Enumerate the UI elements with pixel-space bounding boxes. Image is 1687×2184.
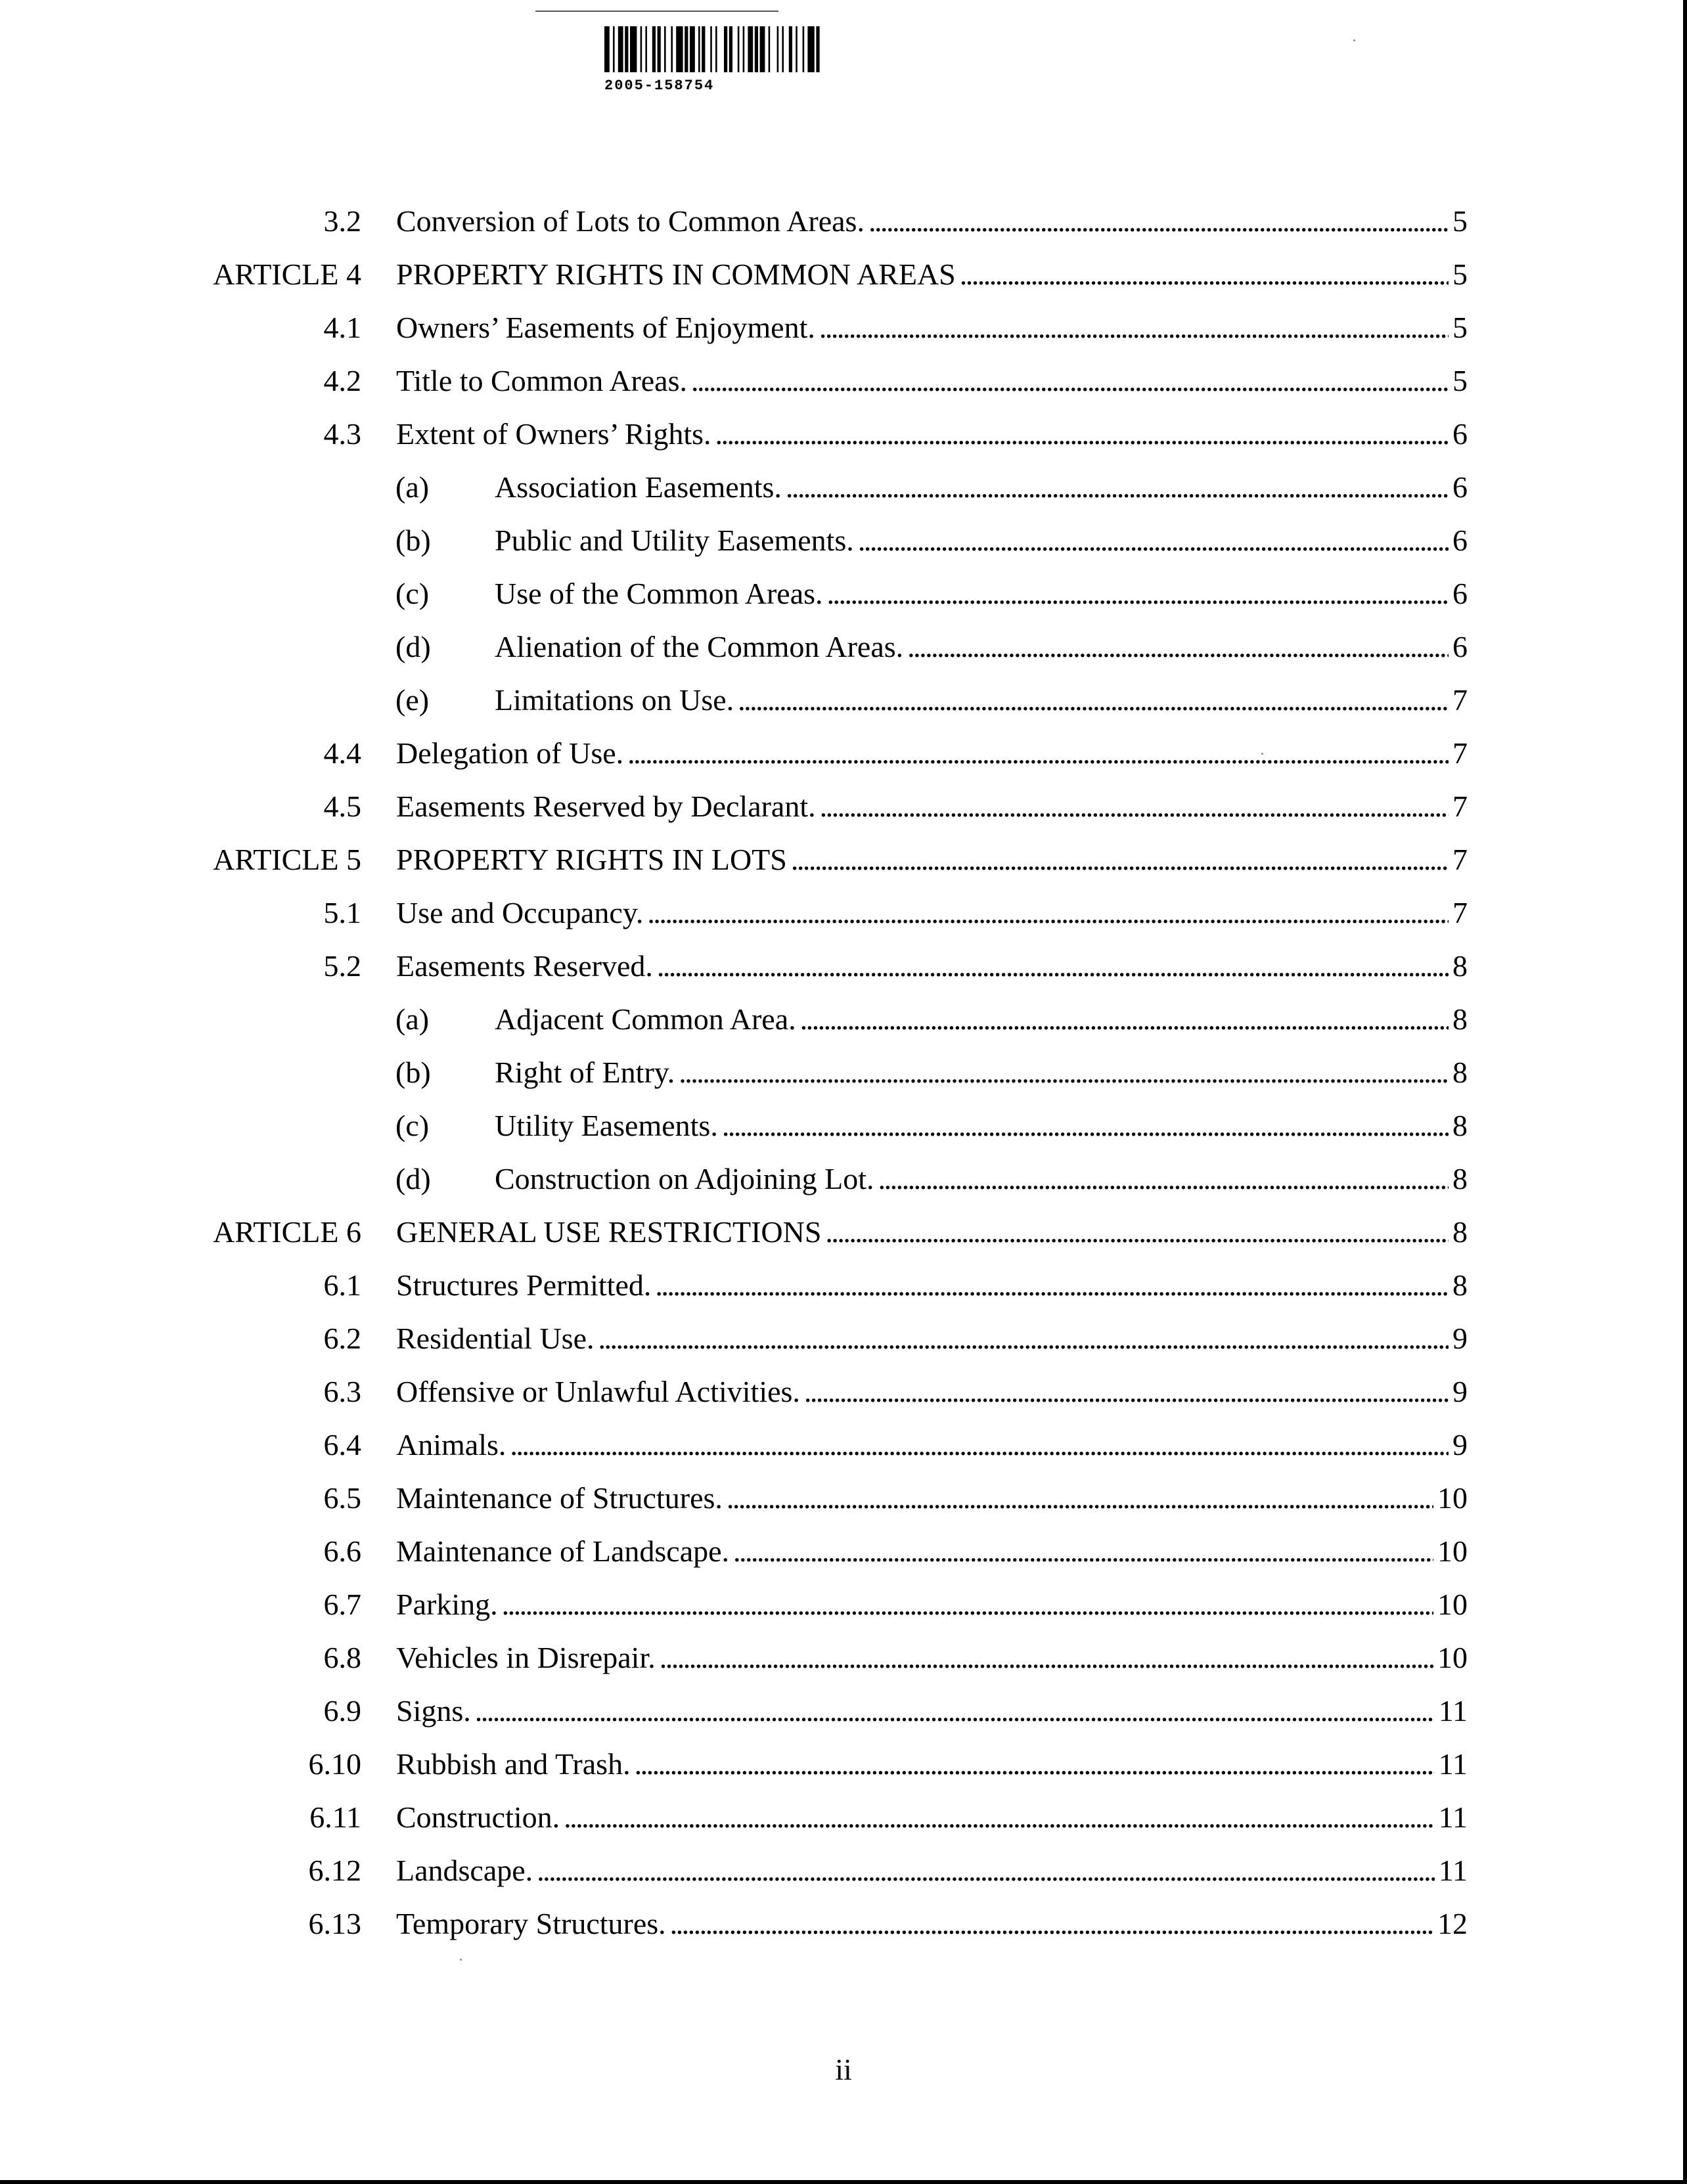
toc-entry-line [396, 1737, 1468, 1791]
scan-speck [1353, 39, 1355, 41]
toc-entry-title: Conversion of Lots to Common Areas. [396, 204, 865, 238]
dot-leader [733, 1525, 1433, 1578]
toc-entry-page: 6 [1452, 524, 1468, 557]
barcode-bar [676, 26, 683, 72]
dot-leader [907, 620, 1449, 673]
toc-entry-number: 6.9 [323, 1694, 361, 1727]
toc-entry-line [396, 1312, 1468, 1365]
toc-entry-line [495, 460, 1468, 514]
toc-entry-page: 8 [1452, 1162, 1468, 1195]
toc-entry-title: Construction. [396, 1800, 560, 1834]
toc-entry-line [396, 1631, 1468, 1684]
toc-entry-page: 8 [1452, 1002, 1468, 1036]
dot-leader [727, 1471, 1433, 1525]
toc-entry-page: 5 [1452, 364, 1468, 397]
toc-entry-line [396, 301, 1468, 354]
dot-leader [827, 567, 1449, 620]
dot-leader [820, 780, 1449, 833]
toc-section-row [0, 1418, 1687, 1471]
toc-entry-line [495, 567, 1468, 620]
toc-section-row [0, 726, 1687, 780]
dot-leader [647, 886, 1449, 939]
toc-entry-line [396, 833, 1468, 886]
toc-entry-number: (d) [395, 630, 431, 663]
toc-entry-number: (b) [395, 524, 431, 557]
barcode-bar [789, 26, 792, 72]
barcode-bar [664, 26, 666, 72]
toc-entry-line [396, 1471, 1468, 1525]
toc-entry-page: 7 [1452, 736, 1468, 770]
toc-entry-number: 5.2 [323, 949, 361, 983]
toc-entry-title: Public and Utility Easements. [495, 524, 854, 557]
toc-entry-title: GENERAL USE RESTRICTIONS [396, 1215, 822, 1249]
toc-entry-page: 5 [1452, 311, 1468, 344]
toc-section-row [0, 886, 1687, 939]
toc-section-row [0, 1737, 1687, 1791]
barcode-bar [645, 26, 647, 72]
dot-leader [475, 1684, 1435, 1737]
toc-entry-number: 6.7 [323, 1588, 361, 1621]
toc-entry-title: Owners’ Easements of Enjoyment. [396, 311, 815, 344]
toc-entry-title: Utility Easements. [495, 1109, 718, 1142]
toc-section-row [0, 354, 1687, 407]
barcode-bar [641, 26, 642, 72]
toc-entry-title: Use and Occupancy. [396, 896, 644, 929]
scan-artifact-rule [535, 11, 778, 12]
toc-entry-number: (c) [395, 577, 430, 610]
barcode-bar [618, 26, 623, 72]
toc-entry-title: Construction on Adjoining Lot. [495, 1162, 874, 1195]
toc-entry-page: 7 [1452, 683, 1468, 717]
barcode-bar [769, 26, 771, 72]
dot-leader [635, 1737, 1435, 1791]
toc-section-row [0, 1312, 1687, 1365]
dot-leader [660, 1631, 1433, 1684]
toc-subsection-row [0, 1152, 1687, 1205]
barcode-bar [748, 26, 753, 72]
barcode-bar [710, 26, 712, 72]
toc-entry-number: (e) [395, 683, 430, 717]
toc-entry-title: Maintenance of Structures. [396, 1481, 723, 1515]
toc-entry-number: ARTICLE 5 [213, 843, 361, 876]
toc-entry-page: 7 [1452, 896, 1468, 929]
scan-speck [1261, 753, 1263, 755]
toc-entry-title: Signs. [396, 1694, 471, 1727]
dot-leader [598, 1312, 1449, 1365]
barcode-bar [738, 26, 740, 72]
toc-entry-page: 6 [1452, 417, 1468, 451]
dot-leader [738, 673, 1449, 726]
toc-entry-line [495, 1152, 1468, 1205]
dot-leader [825, 1205, 1449, 1259]
toc-entry-number: 6.6 [323, 1534, 361, 1568]
toc-entry-line [396, 194, 1468, 248]
toc-article-row [0, 1205, 1687, 1259]
toc-section-row [0, 1578, 1687, 1631]
barcode-bar [702, 26, 705, 72]
toc-section-row [0, 1844, 1687, 1897]
barcode-bar [685, 26, 688, 72]
toc-entry-title: Residential Use. [396, 1322, 595, 1355]
toc-entry-title: PROPERTY RIGHTS IN COMMON AREAS [396, 257, 956, 291]
toc-entry-title: Offensive or Unlawful Activities. [396, 1375, 800, 1408]
toc-entry-line [495, 673, 1468, 726]
dot-leader [657, 939, 1449, 992]
toc-entry-title: Structures Permitted. [396, 1268, 652, 1302]
toc-entry-title: PROPERTY RIGHTS IN LOTS [396, 843, 787, 876]
barcode-bar [760, 26, 765, 72]
toc-entry-page: 8 [1452, 1268, 1468, 1302]
dot-leader [786, 460, 1449, 514]
toc-entry-page: 6 [1452, 630, 1468, 663]
toc-section-row [0, 1471, 1687, 1525]
dot-leader [655, 1259, 1449, 1312]
toc-entry-title: Alienation of the Common Areas. [495, 630, 904, 663]
barcode-bar [671, 26, 673, 72]
toc-entry-title: Limitations on Use. [495, 683, 734, 717]
toc-section-row [0, 780, 1687, 833]
toc-entry-number: 4.1 [323, 311, 361, 344]
toc-section-row [0, 1791, 1687, 1844]
toc-entry-number: 4.3 [323, 417, 361, 451]
scan-speck [460, 1959, 462, 1961]
toc-entry-title: Rubbish and Trash. [396, 1747, 631, 1781]
toc-entry-number: 6.13 [308, 1907, 361, 1940]
toc-entry-page: 9 [1452, 1322, 1468, 1355]
toc-entry-line [495, 620, 1468, 673]
toc-entry-line [396, 407, 1468, 460]
barcode-bar [777, 26, 779, 72]
dot-leader [627, 726, 1449, 780]
toc-entry-line [396, 780, 1468, 833]
toc-entry-page: 11 [1438, 1854, 1468, 1887]
toc-entry-title: Use of the Common Areas. [495, 577, 823, 610]
barcode-bar [807, 26, 814, 72]
toc-entry-number: (a) [395, 470, 430, 504]
barcode-bar [782, 26, 784, 72]
toc-entry-page: 10 [1437, 1481, 1468, 1515]
barcode-bar [796, 26, 798, 72]
barcode [604, 26, 900, 72]
toc-section-row [0, 1897, 1687, 1950]
toc-entry-title: Parking. [396, 1588, 498, 1621]
toc-entry-line [396, 1525, 1468, 1578]
toc-entry-number: (d) [395, 1162, 431, 1195]
toc-entry-number: 6.3 [323, 1375, 361, 1408]
page-number: ii [835, 2053, 852, 2086]
toc-entry-page: 9 [1452, 1375, 1468, 1408]
toc-entry-number: 6.8 [323, 1641, 361, 1674]
toc-entry-number: 5.1 [323, 896, 361, 929]
toc-entry-page: 11 [1438, 1747, 1468, 1781]
toc-subsection-row [0, 1099, 1687, 1152]
dot-leader [670, 1897, 1433, 1950]
toc-section-row [0, 1365, 1687, 1418]
toc-entry-title: Animals. [396, 1428, 506, 1461]
toc-subsection-row [0, 460, 1687, 514]
toc-entry-line [495, 1046, 1468, 1099]
barcode-bar [652, 26, 656, 72]
dot-leader [502, 1578, 1433, 1631]
barcode-bar [743, 26, 745, 72]
toc-entry-line [396, 1844, 1468, 1897]
toc-entry-title: Title to Common Areas. [396, 364, 687, 397]
toc-entry-page: 7 [1452, 790, 1468, 823]
barcode-bar [625, 26, 628, 72]
toc-entry-page: 10 [1437, 1534, 1468, 1568]
toc-entry-number: 3.2 [323, 204, 361, 238]
toc-entry-title: Landscape. [396, 1854, 533, 1887]
toc-entry-line [396, 354, 1468, 407]
toc-section-row [0, 1525, 1687, 1578]
toc-entry-number: 6.2 [323, 1322, 361, 1355]
barcode-number: 2005-158754 [604, 78, 715, 94]
toc-entry-number: ARTICLE 6 [213, 1215, 361, 1249]
toc-entry-number: (c) [395, 1109, 430, 1142]
toc-entry-page: 10 [1437, 1641, 1468, 1674]
toc-section-row [0, 301, 1687, 354]
barcode-bar [729, 26, 732, 72]
toc-entry-title: Vehicles in Disrepair. [396, 1641, 656, 1674]
toc-entry-page: 8 [1452, 949, 1468, 983]
toc-entry-line [396, 1259, 1468, 1312]
dot-leader [537, 1844, 1435, 1897]
toc-entry-line [396, 1578, 1468, 1631]
toc-subsection-row [0, 567, 1687, 620]
toc-subsection-row [0, 673, 1687, 726]
toc-entry-page: 7 [1452, 843, 1468, 876]
dot-leader [878, 1152, 1449, 1205]
toc-entry-line [396, 1418, 1468, 1471]
toc-entry-page: 11 [1438, 1694, 1468, 1727]
barcode-bar [724, 26, 727, 72]
toc-entry-page: 6 [1452, 470, 1468, 504]
barcode-bar [698, 26, 700, 72]
toc-entry-line [396, 1897, 1468, 1950]
dot-leader [564, 1791, 1435, 1844]
toc-entry-number: 6.12 [308, 1854, 361, 1887]
toc-entry-line [495, 1099, 1468, 1152]
toc-entry-page: 8 [1452, 1056, 1468, 1089]
dot-leader [804, 1365, 1449, 1418]
toc-entry-number: 6.1 [323, 1268, 361, 1302]
barcode-bar [715, 26, 717, 72]
toc-entry-line [396, 1684, 1468, 1737]
dot-leader [819, 301, 1449, 354]
toc-entry-number: (b) [395, 1056, 431, 1089]
table-of-contents [0, 194, 1687, 1950]
toc-entry-line [495, 514, 1468, 567]
toc-entry-number: 6.4 [323, 1428, 361, 1461]
dot-leader [679, 1046, 1449, 1099]
toc-entry-page: 9 [1452, 1428, 1468, 1461]
dot-leader [510, 1418, 1449, 1471]
toc-entry-line [396, 1791, 1468, 1844]
toc-entry-number: 4.4 [323, 736, 361, 770]
toc-section-row [0, 194, 1687, 248]
dot-leader [858, 514, 1449, 567]
toc-entry-number: 4.5 [323, 790, 361, 823]
barcode-bar [604, 26, 610, 72]
toc-entry-title: Extent of Owners’ Rights. [396, 417, 711, 451]
toc-entry-page: 10 [1437, 1588, 1468, 1621]
toc-entry-title: Maintenance of Landscape. [396, 1534, 730, 1568]
toc-entry-number: 6.5 [323, 1481, 361, 1515]
toc-entry-page: 11 [1438, 1800, 1468, 1834]
dot-leader [691, 354, 1449, 407]
toc-article-row [0, 248, 1687, 301]
dot-leader [715, 407, 1449, 460]
toc-entry-number: (a) [395, 1002, 430, 1036]
toc-entry-page: 5 [1452, 204, 1468, 238]
toc-entry-page: 5 [1452, 257, 1468, 291]
toc-entry-page: 8 [1452, 1109, 1468, 1142]
toc-entry-title: Easements Reserved by Declarant. [396, 790, 816, 823]
toc-section-row [0, 939, 1687, 992]
toc-entry-page: 6 [1452, 577, 1468, 610]
toc-entry-line [396, 1365, 1468, 1418]
barcode-bar [613, 26, 615, 72]
toc-subsection-row [0, 620, 1687, 673]
toc-entry-title: Temporary Structures. [396, 1907, 666, 1940]
dot-leader [791, 833, 1449, 886]
barcode-bar [816, 26, 819, 72]
toc-section-row [0, 1631, 1687, 1684]
barcode-bar [690, 26, 695, 72]
toc-section-row [0, 1259, 1687, 1312]
toc-section-row [0, 407, 1687, 460]
toc-entry-number: 6.10 [308, 1747, 361, 1781]
toc-entry-title: Right of Entry. [495, 1056, 675, 1089]
dot-leader [800, 992, 1449, 1046]
toc-entry-title: Easements Reserved. [396, 949, 653, 983]
toc-subsection-row [0, 992, 1687, 1046]
toc-entry-title: Delegation of Use. [396, 736, 624, 770]
toc-entry-line [495, 992, 1468, 1046]
toc-entry-line [396, 1205, 1468, 1259]
toc-section-row [0, 1684, 1687, 1737]
toc-entry-number: 4.2 [323, 364, 361, 397]
toc-article-row [0, 833, 1687, 886]
barcode-bar [755, 26, 758, 72]
toc-entry-page: 8 [1452, 1215, 1468, 1249]
dot-leader [960, 248, 1449, 301]
toc-entry-number: 6.11 [309, 1800, 361, 1834]
toc-entry-title: Association Easements. [495, 470, 782, 504]
dot-leader [722, 1099, 1449, 1152]
toc-entry-number: ARTICLE 4 [213, 257, 361, 291]
barcode-bar [658, 26, 661, 72]
toc-subsection-row [0, 1046, 1687, 1099]
toc-entry-page: 12 [1437, 1907, 1468, 1940]
barcode-bar [803, 26, 805, 72]
barcode-bar [630, 26, 637, 72]
toc-entry-title: Adjacent Common Area. [495, 1002, 796, 1036]
dot-leader [868, 194, 1449, 248]
toc-subsection-row [0, 514, 1687, 567]
toc-entry-line [396, 886, 1468, 939]
toc-entry-line [396, 939, 1468, 992]
toc-entry-line [396, 248, 1468, 301]
toc-entry-line [396, 726, 1468, 780]
